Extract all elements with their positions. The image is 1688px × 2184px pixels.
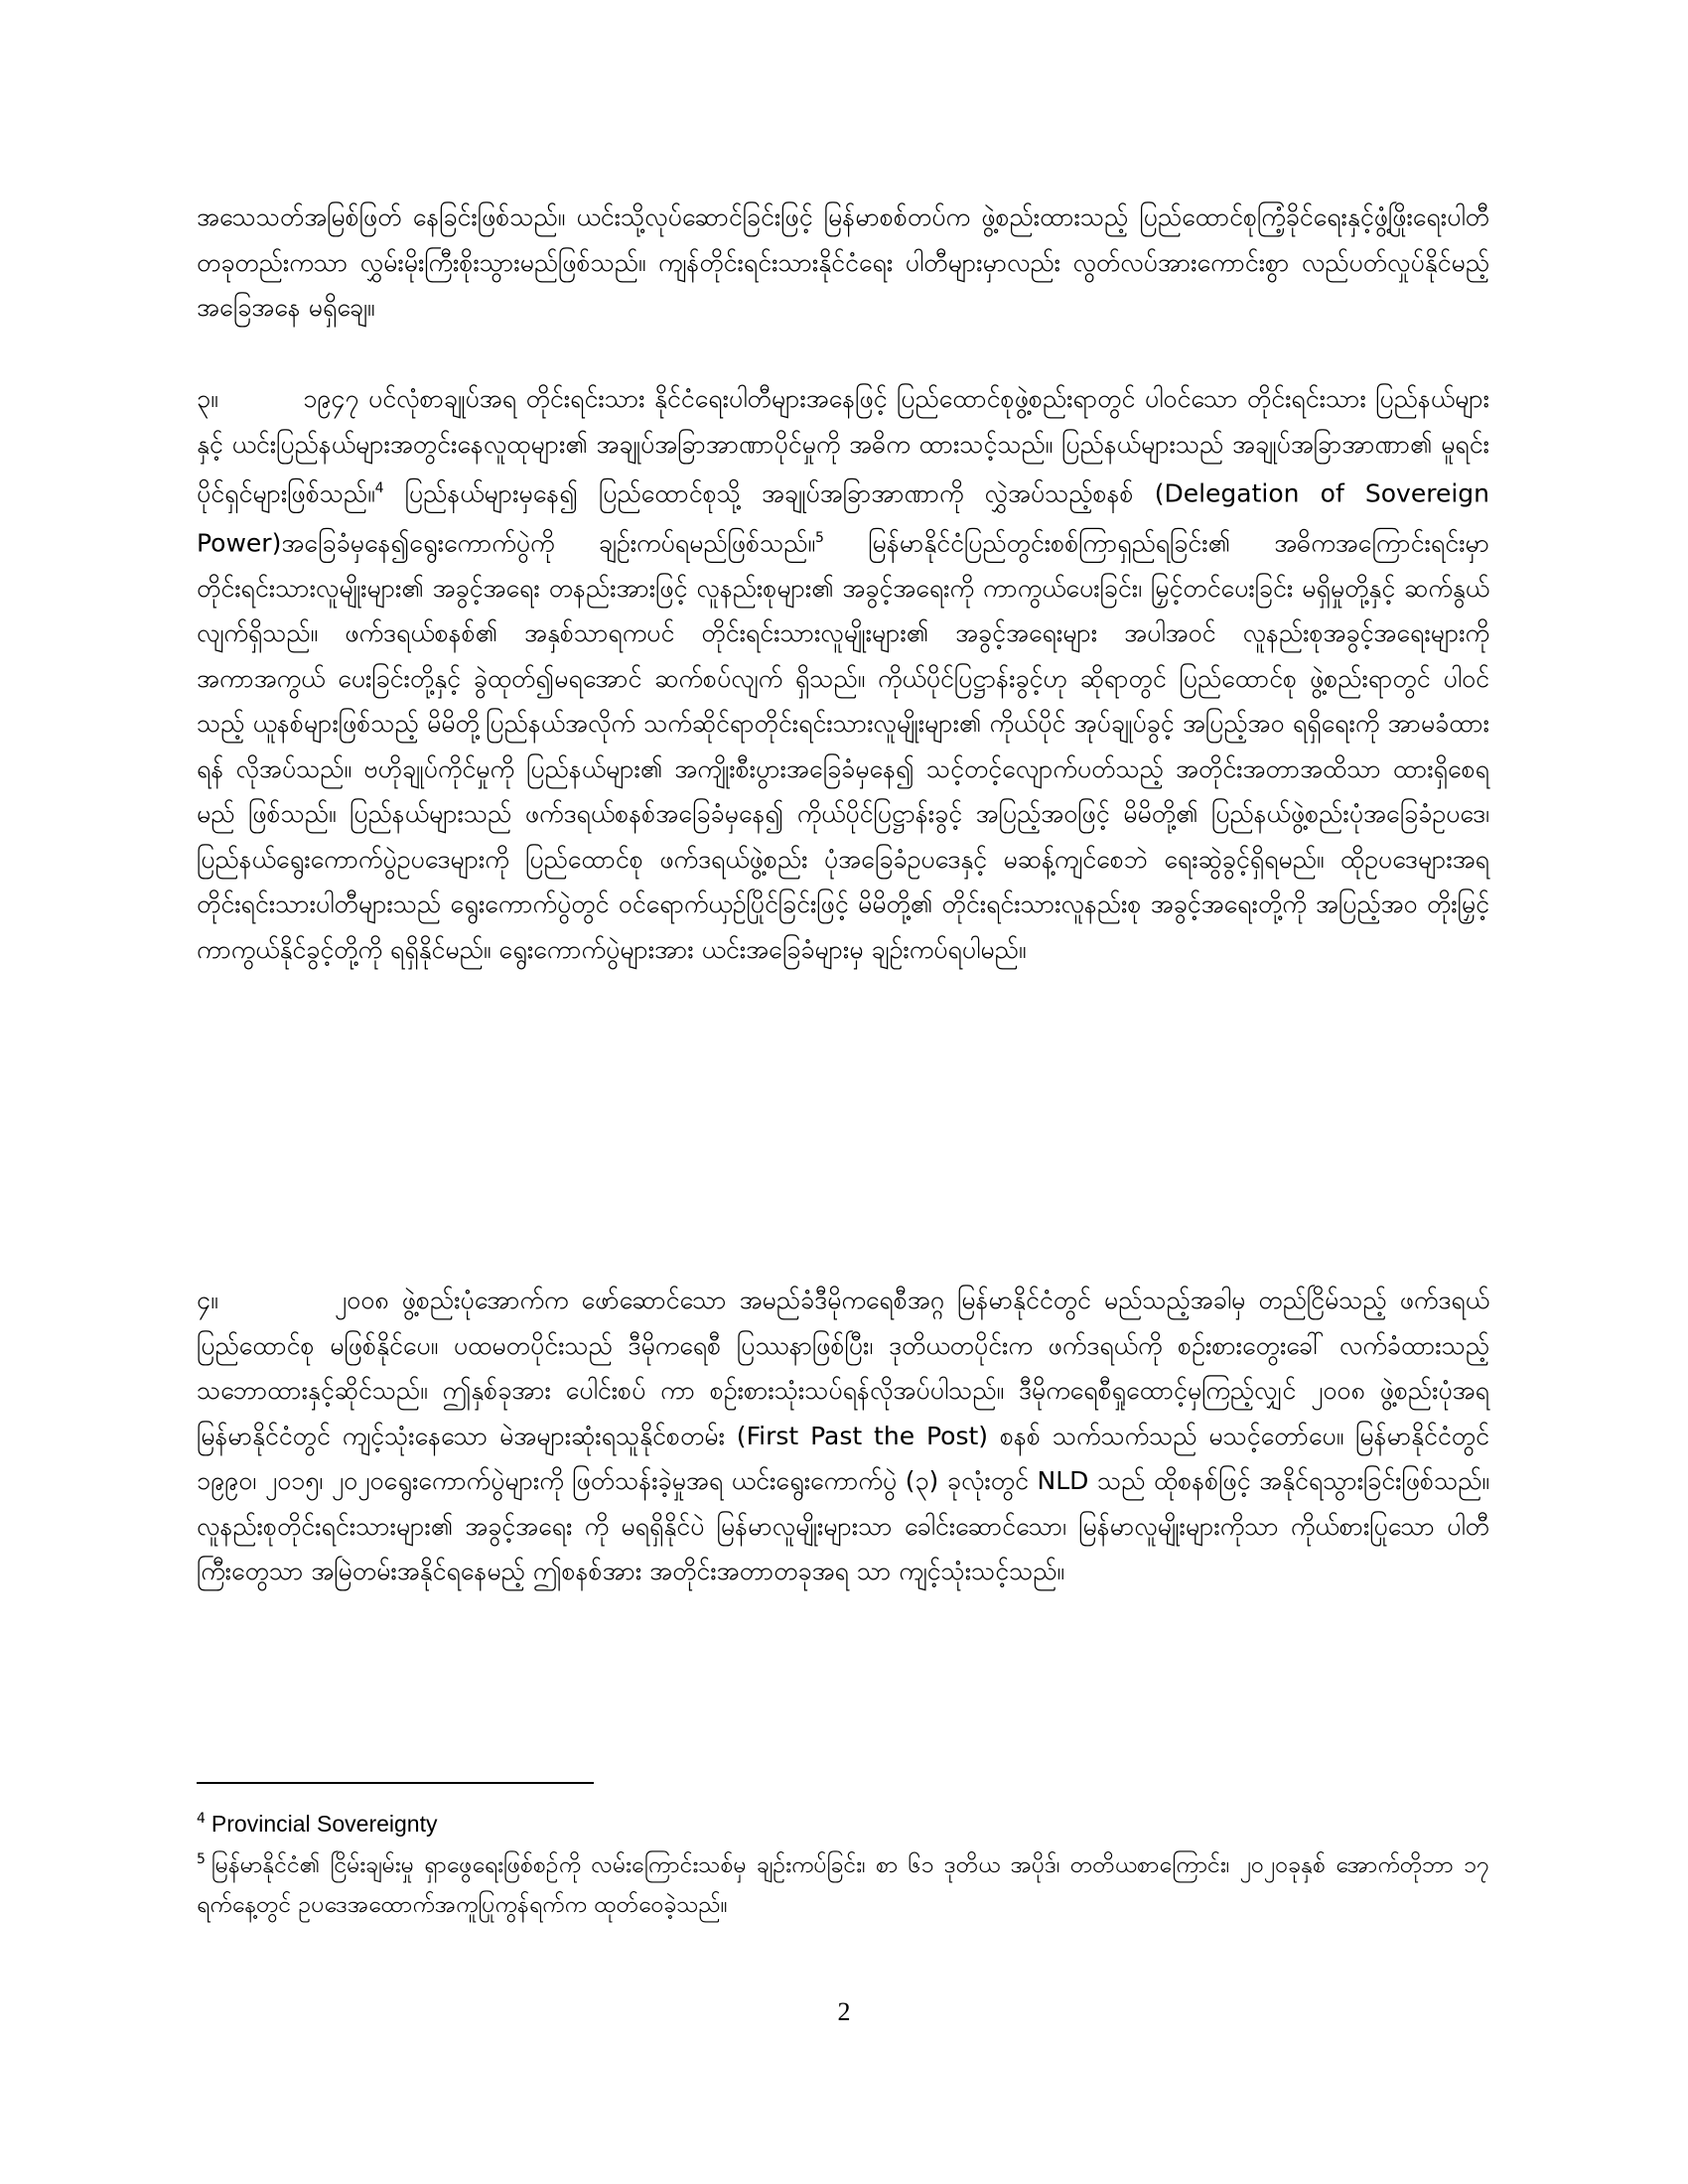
continued-paragraph-text: အသေသတ်အမြစ်ဖြတ် နေခြင်းဖြစ်သည်။ ယင်းသို့လုပ်ဆောင်ခြင်းဖြင့် မြန်မာစစ်တပ်က ဖွဲ့စည်းထားသည့် ပြည်ထောင်စုကြံ့ခိုင်ရေးနှင့်ဖွံ့ဖြိုးရေးပါတီ တခုတည်းကသာ လွှမ်းမိုးကြီးစိုးသွားမည်ဖြစ်သည်။ ကျန်တိုင်းရင်းသားနိုင်ငံရေး ပါတီများမှာလည်း လွတ်လပ်အားကောင်းစွာ လည်ပတ်လှုပ်နိုင်မည့် အခြေအနေ မရှိချေ။ [197, 203, 1489, 322]
paragraph-3-number: ၃။ [197, 384, 218, 413]
footnote-4 [197, 1799, 1489, 1844]
paragraph-3-text-3: မြန်မာနိုင်ငံပြည်တွင်းစစ်ကြာရှည်ရခြင်း၏ အဓိကအကြောင်းရင်းမှာ တိုင်းရင်းသားလူမျိုးများ၏ အခွင့်အရေး တနည်းအားဖြင့် လူနည်းစုများ၏ အခွင့်အရေးကို ကာကွယ်ပေးခြင်း၊ မြှင့်တင်ပေးခြင်း မရှိမှုတို့နှင့် ဆက်နွယ်လျက်ရှိသည်။ ဖက်ဒရယ်စနစ်၏ အနှစ်သာရကပင် တိုင်းရင်းသားလူမျိုးများ၏ အခွင့်အရေးများ အပါအဝင် လူနည်းစုအခွင့်အရေးများကို အကာအကွယ် ပေးခြင်းတို့နှင့် ခွဲထုတ်၍မရအောင် ဆက်စပ်လျက် ရှိသည်။ ကိုယ်ပိုင်ပြဋ္ဌာန်းခွင့်ဟု ဆိုရာတွင် ပြည်ထောင်စု ဖွဲ့စည်းရာတွင် ပါဝင်သည့် ယူနစ်များဖြစ်သည့် မိမိတို့ပြည်နယ်အလိုက် သက်ဆိုင်ရာတိုင်းရင်းသားလူမျိုးများ၏ ကိုယ်ပိုင် အုပ်ချုပ်ခွင့် အပြည့်အဝ ရရှိရေးကို အာမခံထားရန် လိုအပ်သည်။ ဗဟိုချုပ်ကိုင်မှုကို ပြည်နယ်များ၏ အကျိုးစီးပွားအခြေခံမှနေ၍ သင့်တင့်လျောက်ပတ်သည့် အတိုင်းအတာအထိသာ ထားရှိစေရမည် ဖြစ်သည်။ ပြည်နယ်များသည် ဖက်ဒရယ်စနစ်အခြေခံမှနေ၍ ကိုယ်ပိုင်ပြဋ္ဌာန်းခွင့် အပြည့်အဝဖြင့် မိမိတို့၏ ပြည်နယ်ဖွဲ့စည်းပုံအခြေခံဥပဒေ၊ ပြည်နယ်ရွေးကောက်ပွဲဥပဒေများကို ပြည်ထောင်စု ဖက်ဒရယ်ဖွဲ့စည်း ပုံအခြေခံဥပဒေနှင့် မဆန့်ကျင်စေဘဲ ရေးဆွဲခွင့်ရှိရမည်။ ထိုဥပဒေများအရ တိုင်းရင်းသားပါတီများသည် ရွေးကောက်ပွဲတွင် ဝင်ရောက်ယှဉ်ပြိုင်ခြင်းဖြင့် မိမိတို့၏ တိုင်းရင်းသားလူနည်းစု အခွင့်အရေးတို့ကို အပြည့်အဝ တိုးမြှင့်ကာကွယ်နိုင်ခွင့်တို့ကို ရရှိနိုင်မည်။ ရွေးကောက်ပွဲများအား ယင်းအခြေခံများမှ ချဉ်းကပ်ရပါမည်။ [197, 528, 1489, 964]
paragraph-3-text-2: ပြည်နယ်များမှနေ၍ ပြည်ထောင်စုသို့ အချုပ်အခြာအာဏာကို လွှဲအပ်သည့်စနစ် (Delegation of Sovereign Power)အခြေခံမှနေ၍ရွေးကောက်ပွဲကို ချဉ်းကပ်ရမည်ဖြစ်သည်။ [197, 478, 1489, 558]
continued-paragraph [197, 195, 1489, 331]
footnote-5-mark: 5 [197, 1851, 206, 1867]
footnote-5 [197, 1840, 1489, 1925]
footnote-ref-4: 4 [374, 480, 384, 496]
paragraph-4 [197, 1278, 1489, 1594]
paragraph-4-number: ၄။ [197, 1286, 218, 1314]
page-number: 2 [837, 1997, 851, 2026]
footnote-4-text: Provincial Sovereignty [211, 1811, 438, 1837]
paragraph-3 [197, 376, 1489, 972]
footnote-4-mark: 4 [197, 1811, 206, 1827]
paragraph-3-text: ၁၉၄၇ ပင်လုံစာချုပ်အရ တိုင်းရင်းသား နိုင်ငံရေးပါတီများအနေဖြင့် ပြည်ထောင်စုဖွဲ့စည်းရာတွင် ပါဝင်သော တိုင်းရင်းသား ပြည်နယ်များနှင့် ယင်းပြည်နယ်များအတွင်းနေလူထုများ၏ အချုပ်အခြာအာဏာပိုင်မှုကို အဓိက ထားသင့်သည်။ ပြည်နယ်များသည် အချုပ်အခြာအာဏာ၏ မူရင်းပိုင်ရှင်များဖြစ်သည်။ [197, 384, 1489, 508]
footnote-ref-5: 5 [815, 529, 824, 546]
footnote-5-text: မြန်မာနိုင်ငံ၏ ငြိမ်းချမ်းမှု ရှာဖွေရေးဖြစ်စဉ်ကို လမ်းကြောင်းသစ်မှ ချဉ်းကပ်ခြင်း၊ စာ ၆၁ ဒုတိယ အပိုဒ်၊ တတိယစာကြောင်း၊ ၂၀၂၀ခုနှစ် အောက်တိုဘာ ၁၇ ရက်နေ့တွင် ဥပဒေအထောက်အကူပြုကွန်ရက်က ထုတ်ဝေခဲ့သည်။ [197, 1852, 1489, 1918]
footnote-separator [197, 1782, 594, 1784]
paragraph-4-text: ၂၀၀၈ ဖွဲ့စည်းပုံအောက်က ဖော်ဆောင်သော အမည်ခံဒီမိုကရေစီအဂ္ဂ မြန်မာနိုင်ငံတွင် မည်သည့်အခါမှ တည်ငြိမ်သည့် ဖက်ဒရယ်ပြည်ထောင်စု မဖြစ်နိုင်ပေ။ ပထမတပိုင်းသည် ဒီမိုကရေစီ ပြဿနာဖြစ်ပြီး၊ ဒုတိယတပိုင်းက ဖက်ဒရယ်ကို စဉ်းစားတွေးခေါ် လက်ခံထားသည့် သဘောထားနှင့်ဆိုင်သည်။ ဤနှစ်ခုအား ပေါင်းစပ် ကာ စဉ်းစားသုံးသပ်ရန်လိုအပ်ပါသည်။ ဒီမိုကရေစီရှုထောင့်မှကြည့်လျှင် ၂၀၀၈ ဖွဲ့စည်းပုံအရ မြန်မာနိုင်ငံတွင် ကျင့်သုံးနေသော မဲအများဆုံးရသူနိုင်စတမ်း (First Past the Post) စနစ် သက်သက်သည် မသင့်တော်ပေ။ မြန်မာနိုင်ငံတွင် ၁၉၉၀၊ ၂၀၁၅၊ ၂၀၂၀ရွေးကောက်ပွဲများကို ဖြတ်သန်းခဲ့မှုအရ ယင်းရွေးကောက်ပွဲ (၃) ခုလုံးတွင် NLD သည် ထိုစနစ်ဖြင့် အနိုင်ရသွားခြင်းဖြစ်သည်။ လူနည်းစုတိုင်းရင်းသားများ၏ အခွင့်အရေး ကို မရရှိနိုင်ပဲ မြန်မာလူမျိုးများသာ ခေါင်းဆောင်သော၊ မြန်မာလူမျိုးများကိုသာ ကိုယ်စားပြုသော ပါတီကြီးတွေသာ အမြဲတမ်းအနိုင်ရနေမည့် ဤစနစ်အား အတိုင်းအတာတခုအရ သာ ကျင့်သုံးသင့်သည်။ [197, 1286, 1489, 1585]
